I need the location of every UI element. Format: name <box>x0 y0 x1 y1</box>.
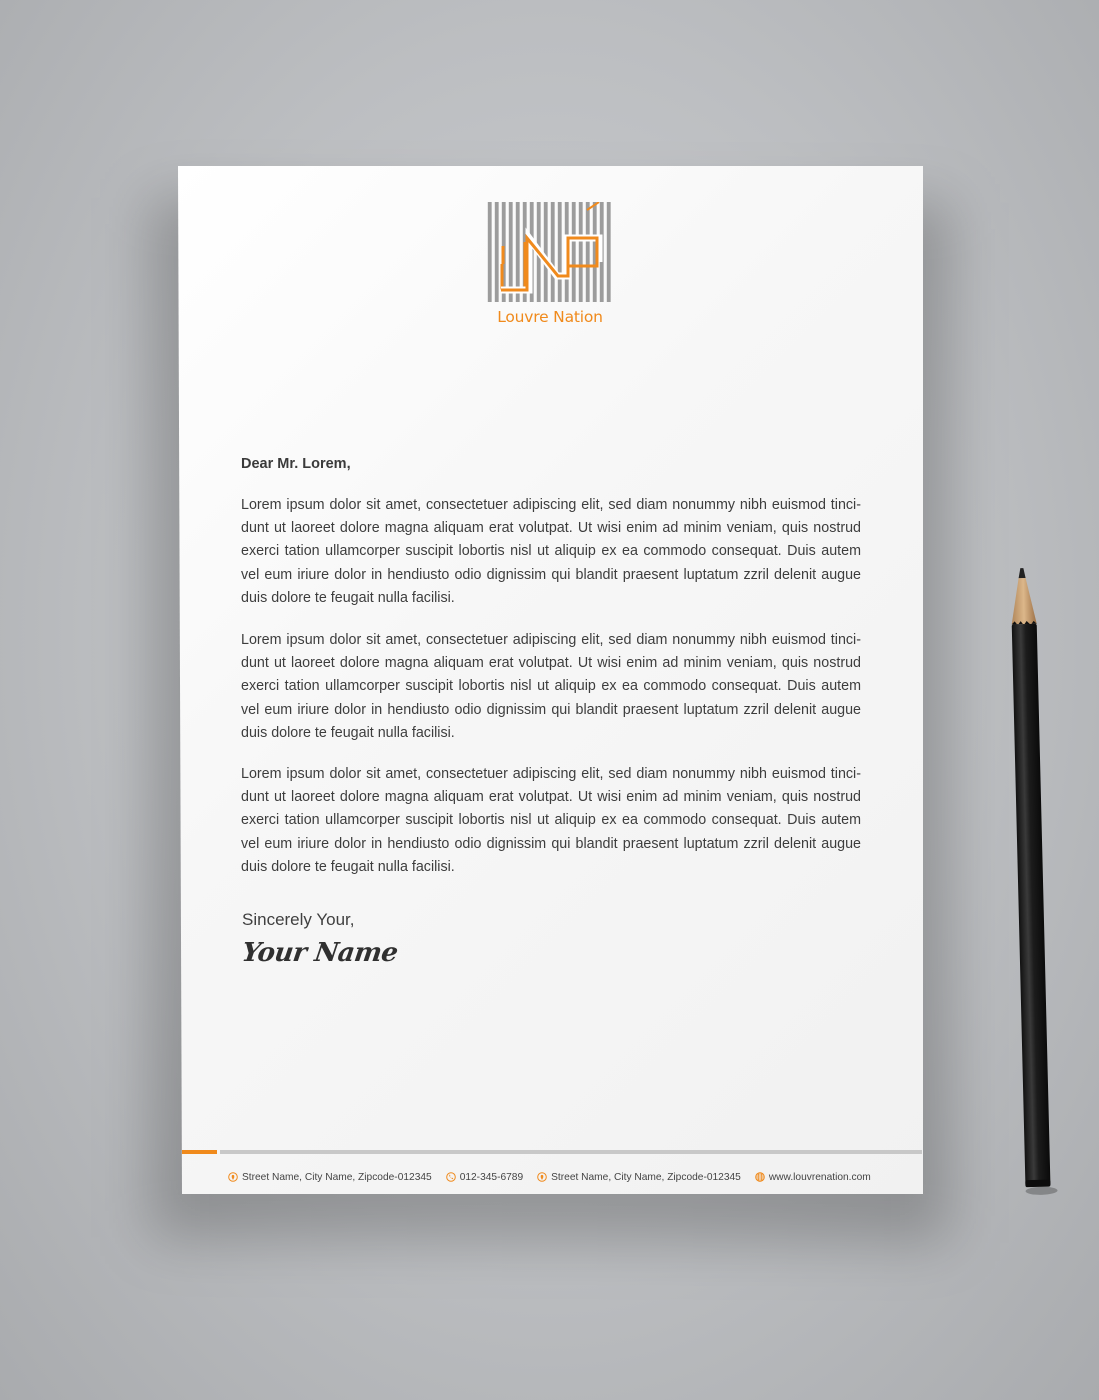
body-paragraph: Lorem ipsum dolor sit amet, consectetuer adipiscing elit, sed diam nonummy nibh euismod tinci-dunt ut laoreet dolore magna aliquam erat volutpat. Ut wisi enim ad minim veniam, quis nostrud exerci tation ullamcorper suscipit lobortis nisl ut aliquip ex ea commodo consequat. Duis autem vel eum iriure dolor in hendiusto odio dignissim qui blandit praesent luptatum zzril delenit augue duis dolore te feugait nulla facilisi. <box>241 766 861 875</box>
salutation: Dear Mr. Lorem, <box>241 456 351 472</box>
logo-slat <box>488 202 492 302</box>
footer-website <box>755 1172 871 1183</box>
closing: Sincerely Your, <box>242 910 355 929</box>
body-paragraph: Lorem ipsum dolor sit amet, consectetuer adipiscing elit, sed diam nonummy nibh euismod tinci-dunt ut laoreet dolore magna aliquam erat volutpat. Ut wisi enim ad minim veniam, quis nostrud exerci tation ullamcorper suscipit lobortis nisl ut aliquip ex ea commodo consequat. Duis autem vel eum iriure dolor in hendiusto odio dignissim qui blandit praesent luptatum zzril delenit augue duis dolore te feugait nulla facilisi. <box>241 497 861 606</box>
footer-phone-text: 012-345-6789 <box>459 1171 524 1183</box>
pencil <box>998 565 1063 1196</box>
footer-address-2-text: Street Name, City Name, Zipcode-012345 <box>551 1171 741 1183</box>
footer-divider <box>220 1150 922 1154</box>
logo-slat <box>544 202 548 302</box>
footer-phone <box>446 1172 523 1183</box>
footer-contact-bar <box>228 1169 871 1185</box>
logo-slat <box>586 202 590 302</box>
footer-address-1 <box>228 1172 432 1183</box>
location-pin-icon <box>228 1172 238 1182</box>
logo-slat <box>495 202 499 302</box>
logo-slat <box>579 202 583 302</box>
brand-name: Louvre Nation <box>497 308 603 326</box>
globe-icon <box>755 1172 765 1182</box>
signature: Your Name <box>239 938 400 968</box>
body-paragraph: Lorem ipsum dolor sit amet, consectetuer adipiscing elit, sed diam nonummy nibh euismod tinci-dunt ut laoreet dolore magna aliquam erat volutpat. Ut wisi enim ad minim veniam, quis nostrud exerci tation ullamcorper suscipit lobortis nisl ut aliquip ex ea commodo consequat. Duis autem vel eum iriure dolor in hendiusto odio dignissim qui blandit praesent luptatum zzril delenit augue duis dolore te feugait nulla facilisi. <box>241 632 861 741</box>
footer-accent-bar <box>182 1150 217 1154</box>
footer-address-1-text: Street Name, City Name, Zipcode-012345 <box>242 1171 432 1183</box>
footer-address-2 <box>537 1172 741 1183</box>
location-pin-icon <box>537 1172 547 1182</box>
phone-icon <box>446 1172 456 1182</box>
footer-website-text: www.louvrenation.com <box>768 1171 871 1183</box>
logo-slat <box>558 202 562 302</box>
louvre-nation-logo <box>487 202 613 302</box>
logo-slat <box>572 202 576 302</box>
logo-slat <box>607 202 611 302</box>
logo-slat <box>551 202 555 302</box>
